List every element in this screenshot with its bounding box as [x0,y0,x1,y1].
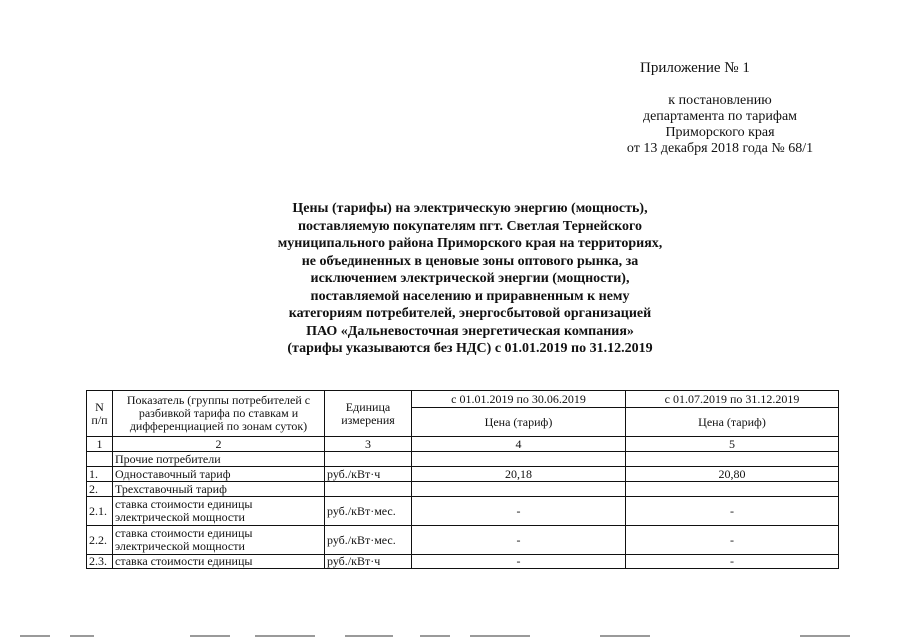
row-name: Трехставочный тариф [113,482,325,497]
row-num: 2.3. [87,555,113,569]
row-value-period-1 [412,482,626,497]
group-row [87,452,839,467]
row-value-period-2: - [626,497,839,526]
row-value-period-2: 20,80 [626,467,839,482]
table-header-row [87,391,839,408]
row-value-period-1: - [412,497,626,526]
heading-line: Цены (тарифы) на электрическую энергию (мощность), [292,201,648,216]
appendix-title: Приложение № 1 [640,60,750,76]
row-unit: руб./кВт·мес. [325,497,412,526]
header-period-2: с 01.07.2019 по 31.12.2019 [626,391,839,408]
column-number: 1 [87,437,113,452]
table-row [87,482,839,497]
row-name: Одноставочный тариф [113,467,325,482]
header-price-2: Цена (тариф) [626,408,839,437]
header-unit: Единица измерения [325,391,412,437]
row-value-period-2: - [626,526,839,555]
scan-edge-artifact [0,632,905,640]
row-name: ставка стоимости единицы [113,555,325,569]
row-unit: руб./кВт·ч [325,467,412,482]
row-num: 2.2. [87,526,113,555]
heading-line: исключением электрической энергии (мощности), [310,271,630,286]
row-unit [325,482,412,497]
column-number: 5 [626,437,839,452]
row-unit: руб./кВт·мес. [325,526,412,555]
column-number: 2 [113,437,325,452]
header-indicator: Показатель (группы потребителей с разбивкой тарифа по ставкам и дифференциацией по зонам суток) [113,391,325,437]
column-number-row [87,437,839,452]
row-name: ставка стоимости единицы электрической мощности [113,526,325,555]
decree-line: к постановлению [668,93,772,108]
decree-line: от 13 декабря 2018 года № 68/1 [626,141,814,156]
heading-line: муниципального района Приморского края на территориях, [277,236,663,251]
heading-line: поставляемой населению и приравненным к нему [310,288,630,304]
row-num: 2.1. [87,497,113,526]
table-row [87,555,839,569]
table-row [87,467,839,482]
heading-line: (тарифы указываются без НДС) с 01.01.2019 по 31.12.2019 [287,341,653,356]
heading-line: категориям потребителей, энергосбытовой организацией [288,306,652,321]
header-period-1: с 01.01.2019 по 30.06.2019 [412,391,626,408]
row-num: 2. [87,482,113,497]
row-num: 1. [87,467,113,482]
decree-reference [590,93,850,157]
row-value-period-2: - [626,555,839,569]
row-value-period-1: - [412,555,626,569]
decree-line: департамента по тарифам [642,109,798,124]
tariff-table [86,390,839,569]
column-number: 3 [325,437,412,452]
group-label: Прочие потребители [113,452,325,467]
row-value-period-2 [626,482,839,497]
column-number: 4 [412,437,626,452]
document-heading [190,200,750,358]
heading-line: ПАО «Дальневосточная энергетическая компания» [306,323,634,339]
table-row [87,526,839,555]
header-price-1: Цена (тариф) [412,408,626,437]
row-value-period-1: - [412,526,626,555]
row-unit: руб./кВт·ч [325,555,412,569]
decree-line: Приморского края [665,125,775,140]
heading-line: не объединенных в ценовые зоны оптового рынка, за [301,253,639,269]
table-row [87,497,839,526]
header-num: N п/п [87,391,113,437]
row-value-period-1: 20,18 [412,467,626,482]
row-name: ставка стоимости единицы электрической мощности [113,497,325,526]
heading-line: поставляемую покупателям пгт. Светлая Тернейского [297,218,643,234]
